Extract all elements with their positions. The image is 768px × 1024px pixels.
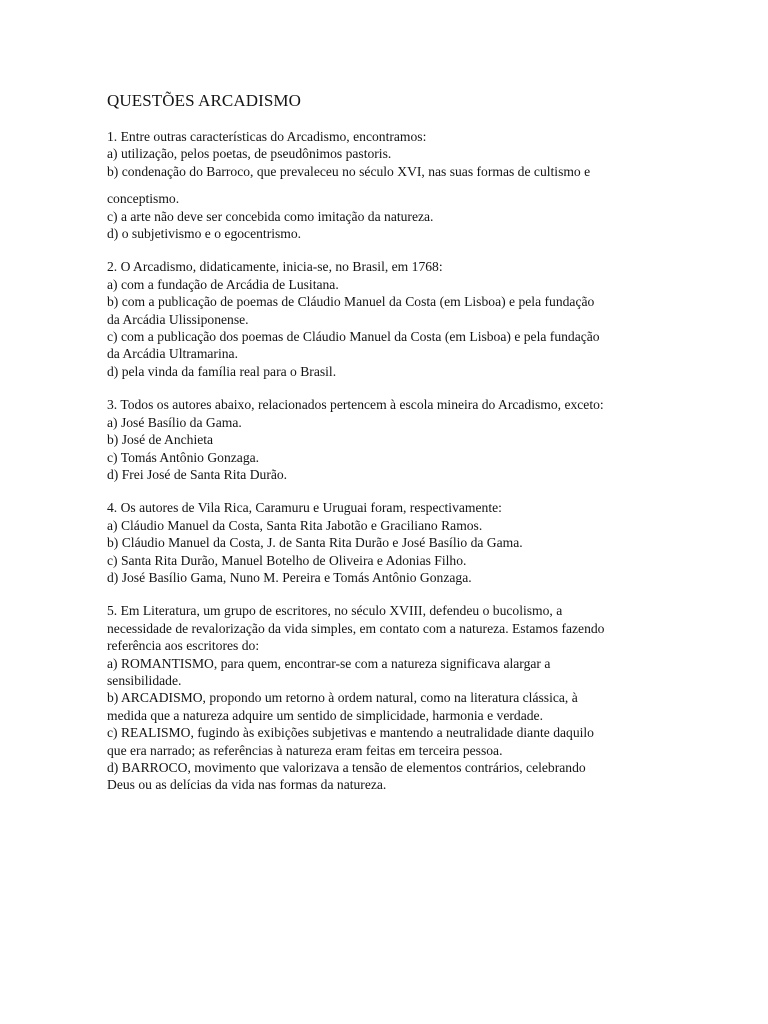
option-c-continuation: que era narrado; as referências à natureza eram feitas em terceira pessoa. (107, 742, 503, 758)
option-b-continuation: da Arcádia Ulissiponense. (107, 311, 249, 327)
option-a: a) Cláudio Manuel da Costa, Santa Rita Jabotão e Graciliano Ramos. (107, 517, 483, 533)
option-a-continuation: sensibilidade. (107, 672, 182, 688)
question-5 (107, 602, 667, 793)
option-b: b) condenação do Barroco, que prevaleceu no século XVI, nas suas formas de cultismo e (107, 163, 591, 179)
question-4 (107, 499, 667, 586)
option-c: c) a arte não deve ser concebida como imitação da natureza. (107, 208, 434, 224)
option-c-continuation: da Arcádia Ultramarina. (107, 346, 238, 362)
option-b: b) com a publicação de poemas de Cláudio Manuel da Costa (em Lisboa) e pela fundação (107, 294, 595, 310)
option-b: b) Cláudio Manuel da Costa, J. de Santa Rita Durão e José Basílio da Gama. (107, 535, 523, 551)
question-stem-line-1: 5. Em Literatura, um grupo de escritores, no século XVIII, defendeu o bucolismo, a (107, 603, 563, 619)
question-stem: 3. Todos os autores abaixo, relacionados pertencem à escola mineira do Arcadismo, exceto: (107, 397, 604, 413)
option-d: d) o subjetivismo e o egocentrismo. (107, 226, 302, 242)
option-c: c) Santa Rita Durão, Manuel Botelho de Oliveira e Adonias Filho. (107, 552, 467, 568)
option-d: d) pela vinda da família real para o Brasil. (107, 363, 337, 379)
document-title: QUESTÕES ARCADISMO (107, 91, 302, 110)
option-d: d) BARROCO, movimento que valorizava a tensão de elementos contrários, celebrando (107, 760, 586, 775)
option-b: b) José de Anchieta (107, 432, 214, 448)
question-3 (107, 396, 667, 483)
question-2 (107, 258, 667, 380)
option-a: a) ROMANTISMO, para quem, encontrar-se com a natureza significava alargar a (107, 655, 551, 671)
document-page (107, 90, 667, 810)
question-stem-line-3: referência aos escritores do: (107, 638, 260, 654)
question-stem-line-2: necessidade de revalorização da vida simples, em contato com a natureza. Estamos fazendo (107, 620, 605, 636)
question-stem: 4. Os autores de Vila Rica, Caramuru e Uruguai foram, respectivamente: (107, 500, 502, 516)
option-a: a) utilização, pelos poetas, de pseudônimos pastoris. (107, 146, 392, 162)
option-a: a) com a fundação de Arcádia de Lusitana. (107, 276, 339, 292)
option-d-continuation: Deus ou as delícias da vida nas formas da natureza. (107, 777, 387, 793)
option-c: c) Tomás Antônio Gonzaga. (107, 449, 260, 465)
option-b-continuation: medida que a natureza adquire um sentido de simplicidade, harmonia e verdade. (107, 707, 543, 723)
question-1 (107, 128, 667, 242)
question-stem: 2. O Arcadismo, didaticamente, inicia-se, no Brasil, em 1768: (107, 259, 443, 275)
option-a: a) José Basílio da Gama. (107, 414, 242, 430)
question-stem: 1. Entre outras características do Arcadismo, encontramos: (107, 129, 427, 144)
option-c: c) REALISMO, fugindo às exibições subjetivas e mantendo a neutralidade diante daquilo (107, 725, 594, 741)
option-d: d) Frei José de Santa Rita Durão. (107, 466, 288, 482)
option-d: d) José Basílio Gama, Nuno M. Pereira e Tomás Antônio Gonzaga. (107, 569, 472, 585)
option-b-continuation: conceptismo. (107, 191, 180, 207)
option-b: b) ARCADISMO, propondo um retorno à ordem natural, como na literatura clássica, à (107, 690, 578, 706)
option-c: c) com a publicação dos poemas de Cláudio Manuel da Costa (em Lisboa) e pela fundação (107, 329, 600, 345)
